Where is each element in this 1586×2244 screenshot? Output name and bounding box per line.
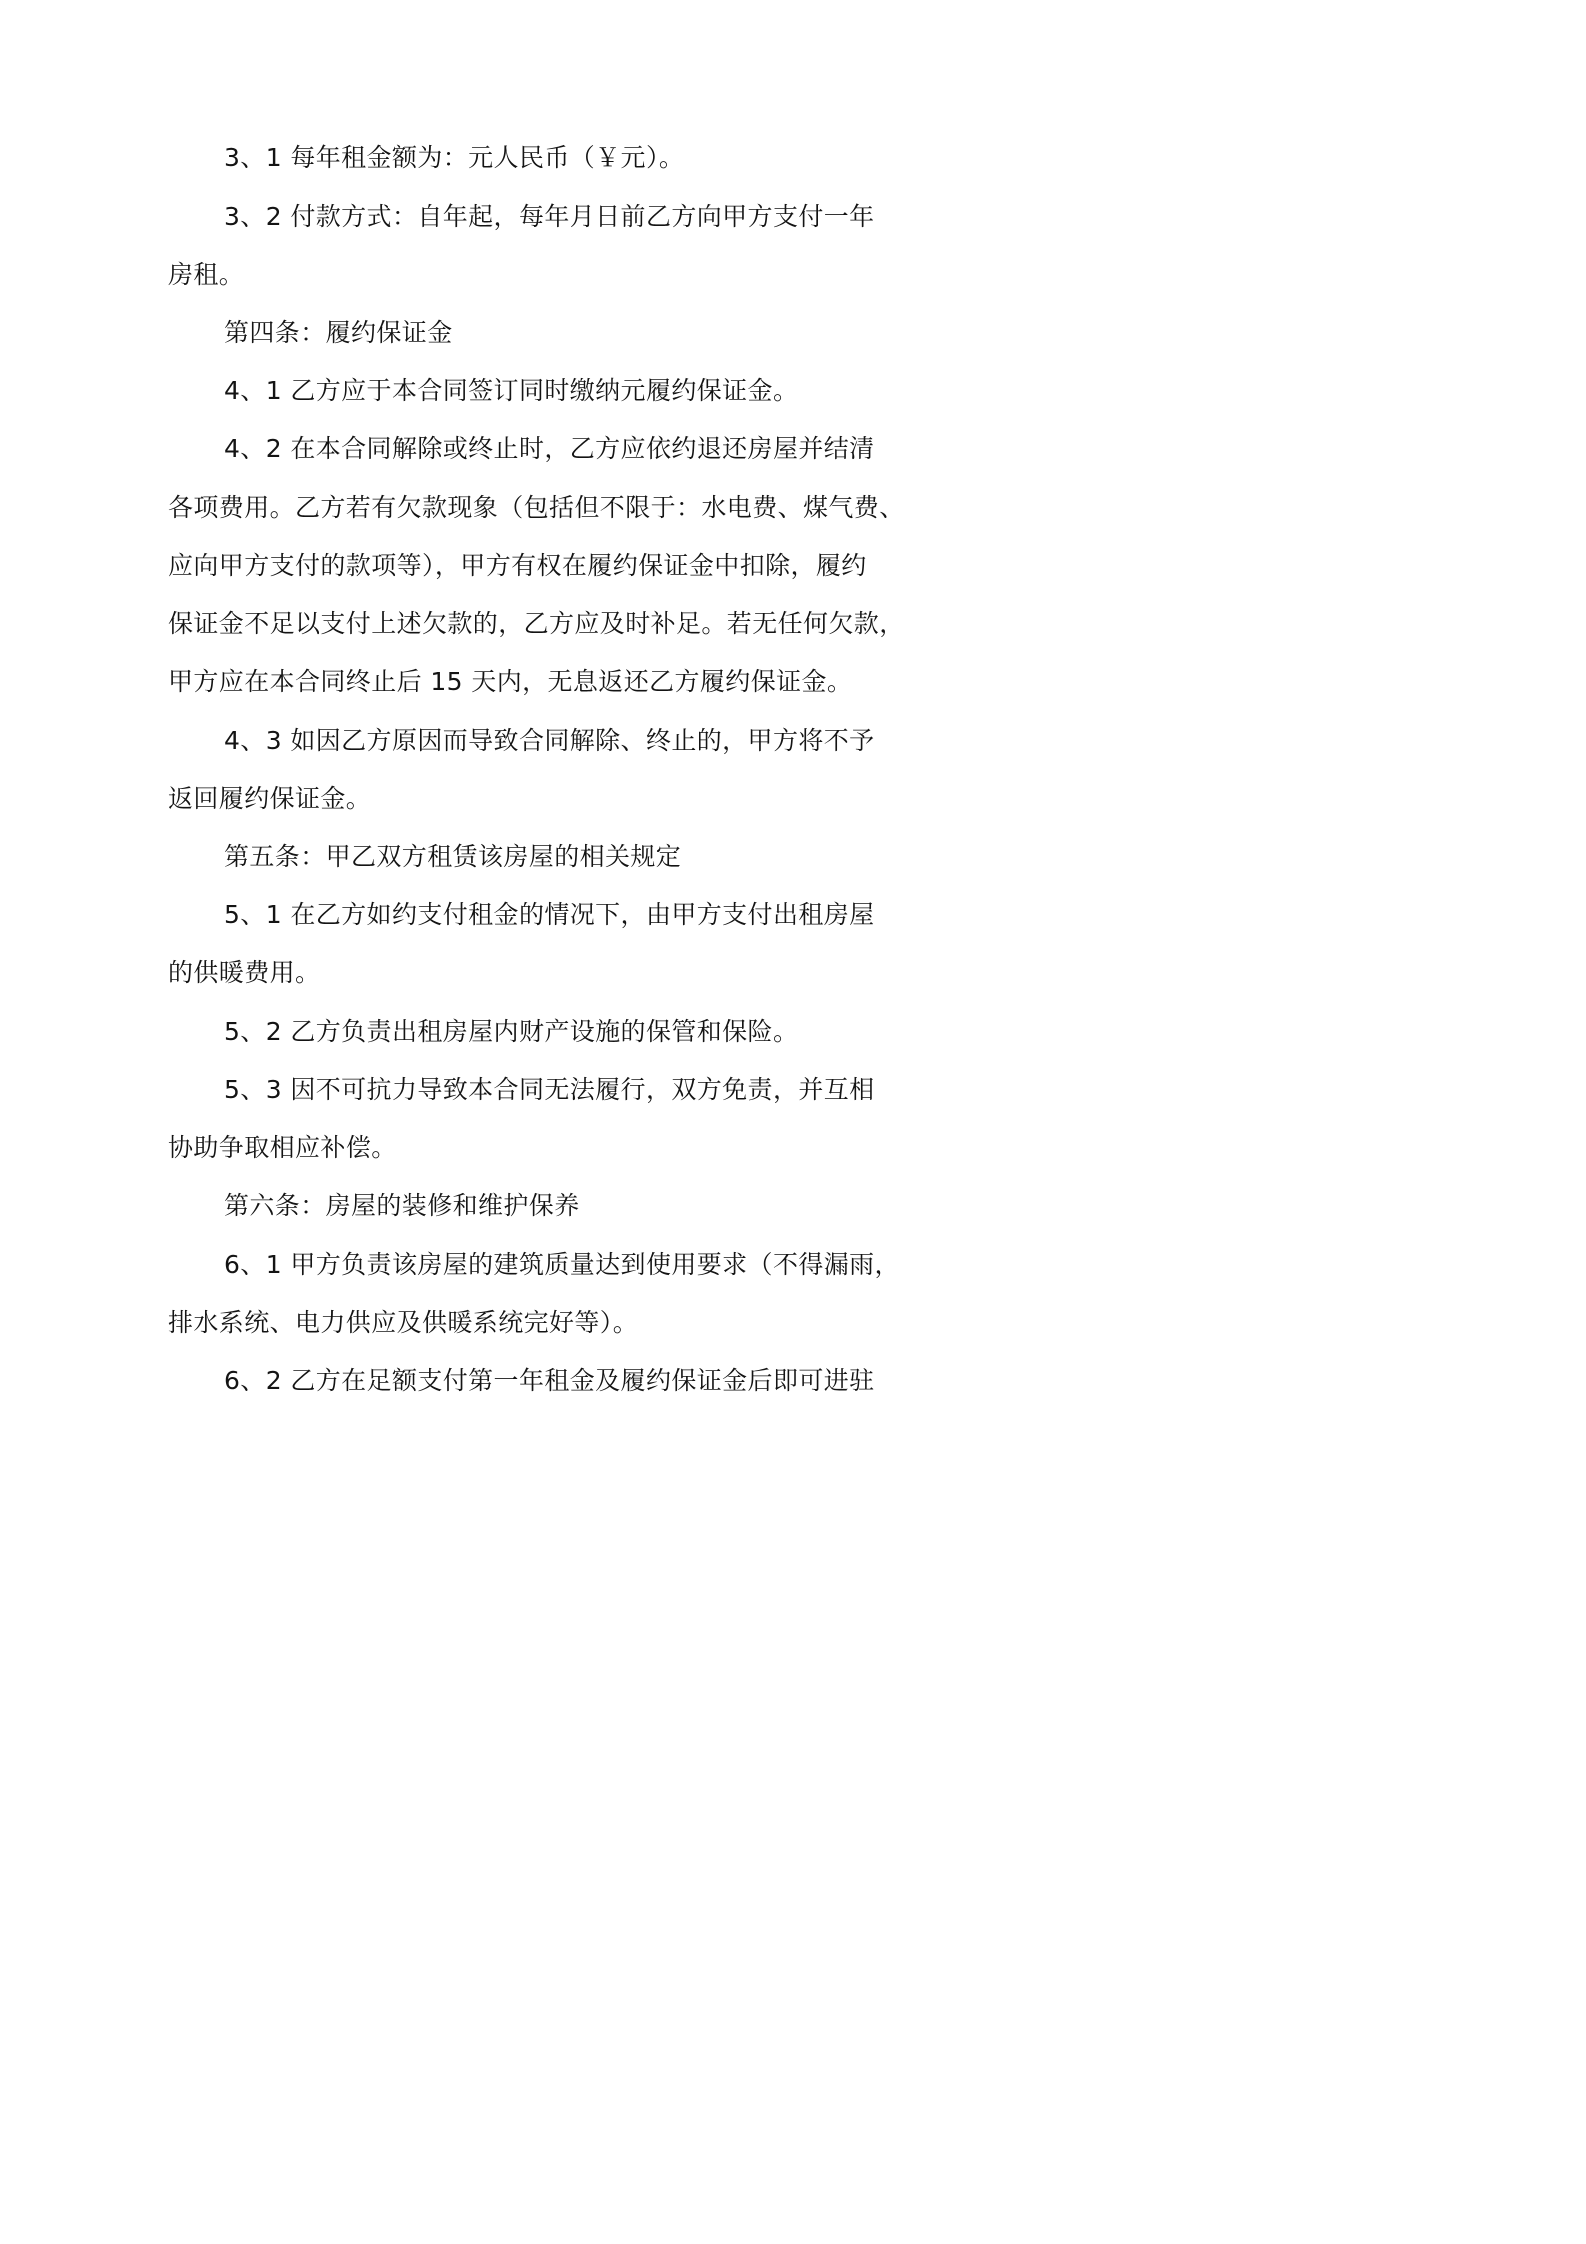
clause-5-2: 5、2 乙方负责出租房屋内财产设施的保管和保险。 xyxy=(224,1017,799,1046)
clause-4-2-cont-2: 应向甲方支付的款项等），甲方有权在履约保证金中扣除，履约 xyxy=(168,551,867,580)
clause-5-1-cont: 的供暖费用。 xyxy=(168,958,321,987)
document-page xyxy=(0,0,1099,1555)
clause-4-2: 4、2 在本合同解除或终止时，乙方应依约退还房屋并结清 xyxy=(224,434,875,463)
clause-4-1: 4、1 乙方应于本合同签订同时缴纳元履约保证金。 xyxy=(224,376,799,405)
clause-5-3-cont: 协助争取相应补偿。 xyxy=(168,1133,397,1162)
article-6-heading: 第六条：房屋的装修和维护保养 xyxy=(224,1191,580,1220)
article-5-heading: 第五条：甲乙双方租赁该房屋的相关规定 xyxy=(224,842,682,871)
clause-4-2-cont-1: 各项费用。乙方若有欠款现象（包括但不限于：水电费、煤气费、 xyxy=(168,493,905,522)
clause-6-1-cont: 排水系统、电力供应及供暖系统完好等）。 xyxy=(168,1308,639,1337)
clause-3-1: 3、1 每年租金额为：元人民币（￥元）。 xyxy=(224,143,685,172)
clause-4-3-cont: 返回履约保证金。 xyxy=(168,784,372,813)
clause-5-3: 5、3 因不可抗力导致本合同无法履行，双方免责，并互相 xyxy=(224,1075,875,1104)
clause-3-2: 3、2 付款方式：自年起，每年月日前乙方向甲方支付一年 xyxy=(224,202,875,231)
clause-4-2-cont-4: 甲方应在本合同终止后 15 天内，无息返还乙方履约保证金。 xyxy=(168,667,853,696)
clause-4-2-cont-3: 保证金不足以支付上述欠款的，乙方应及时补足。若无任何欠款， xyxy=(168,609,905,638)
clause-4-3: 4、3 如因乙方原因而导致合同解除、终止的，甲方将不予 xyxy=(224,726,875,755)
clause-6-1: 6、1 甲方负责该房屋的建筑质量达到使用要求（不得漏雨， xyxy=(224,1250,900,1279)
article-4-heading: 第四条：履约保证金 xyxy=(224,318,453,347)
clause-5-1: 5、1 在乙方如约支付租金的情况下，由甲方支付出租房屋 xyxy=(224,900,875,929)
clause-6-2: 6、2 乙方在足额支付第一年租金及履约保证金后即可进驻 xyxy=(224,1366,875,1395)
clause-3-2-cont: 房租。 xyxy=(168,260,245,289)
